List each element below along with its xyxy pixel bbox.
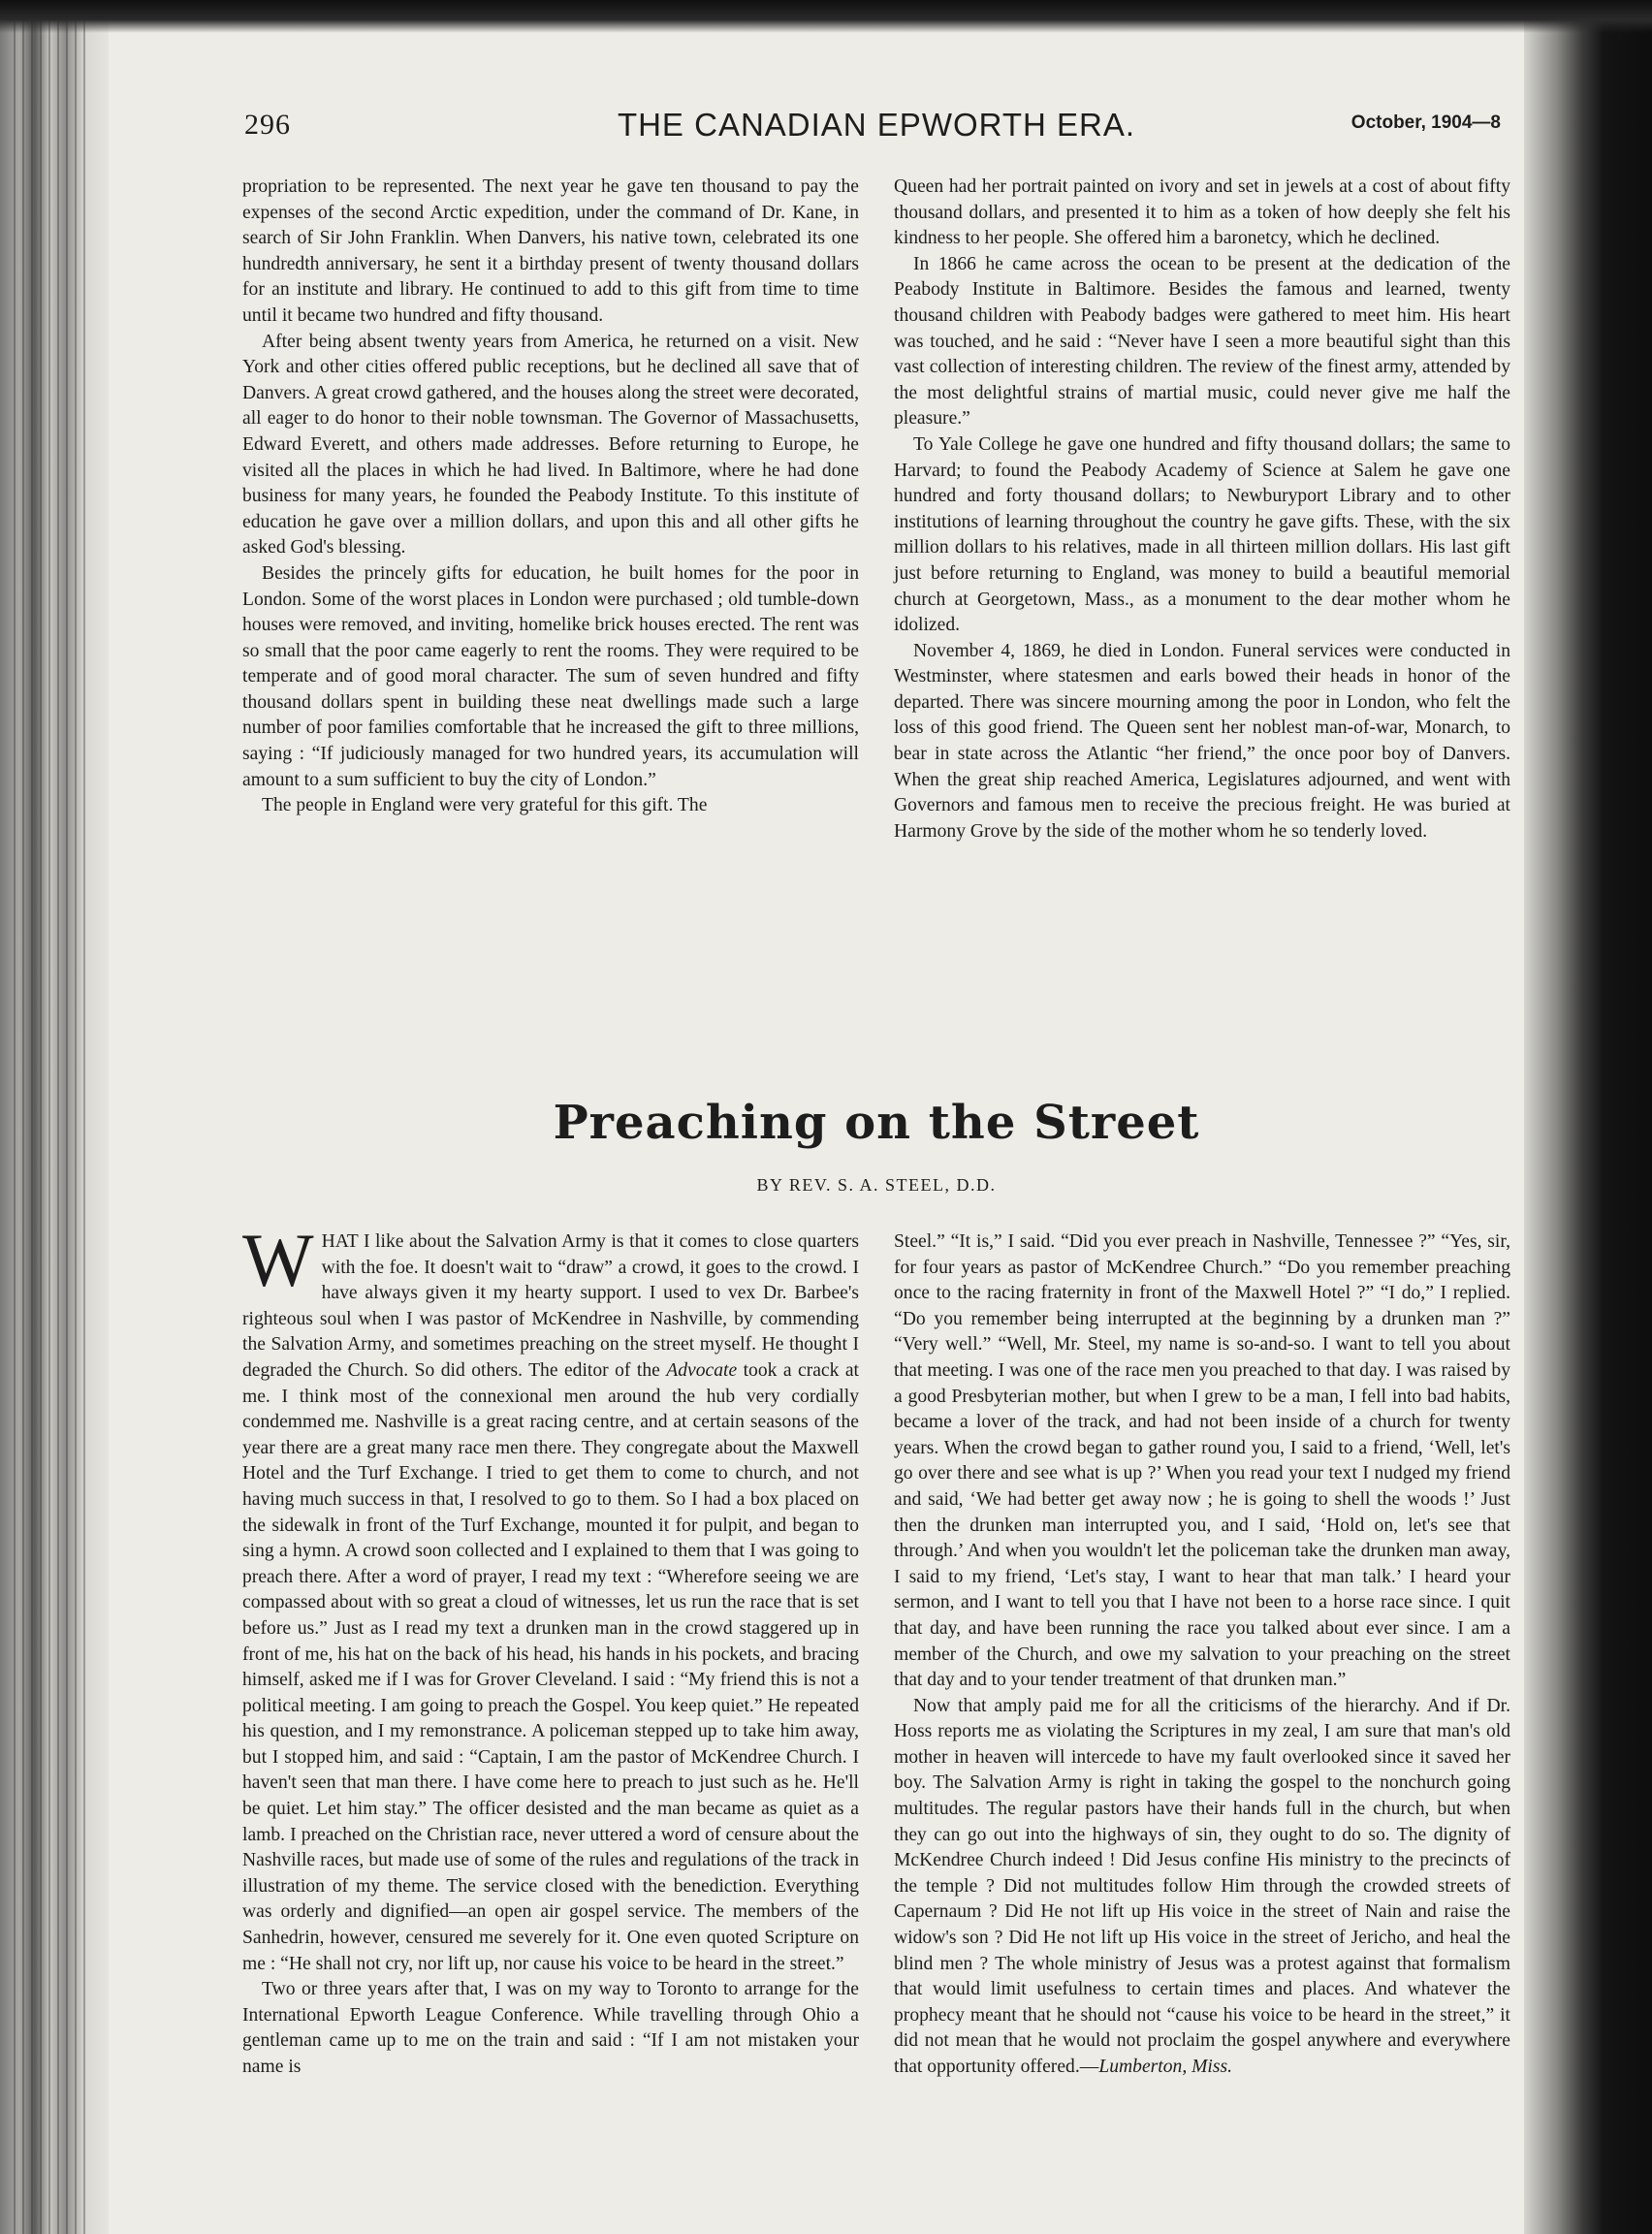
paragraph: Steel.” “It is,” I said. “Did you ever preach in Nashville, Tennessee ?” “Yes, sir, for four years as pastor of McKendree Church.” “Do you remember preaching once to the racing fraternity in front of the Maxwell Hotel ?” “I do,” I replied. “Do you remember being interrupted at the beginning by a drunken man ?” “Very well.” “Well, Mr. Steel, my name is so-and-so. I want to tell you about that meeting. I was one of the race men you preached to that day. I was raised by a good Presbyterian mother, but when I grew to be a man, I fell into bad habits, became a lover of the track, and had not been inside of a church for twenty years. When the crowd began to gather round you, I said to a friend, ‘Well, let's go over there and see what is up ?’ When you read your text I nudged my friend and said, ‘We had better get away now ; he is going to shell the woods !’ Just then the drunken man interrupted you, and I said, ‘Hold on, let's see that through.’ And when you wouldn't let the policeman take the drunken man away, I said to my friend, ‘Let's stay, I want to hear that man talk.’ I heard your sermon, and I want to tell you that I have not been to a horse race since. I quit that day, and have been running the race you talked about ever since. I am a member of the Church, and owe my salvation to your preaching on the street that day and to your tender treatment of that drunken man.”: [894, 1231, 1510, 1691]
article-columns: [242, 1218, 1510, 2081]
paragraph-text: took a crack at me. I think most of the connexional men around the hub very cordially condemmed me. Nashville is a great racing centre, and at certain seasons of the year there are a great many race men there. They congregate about the Maxwell Hotel and the Turf Exchange. I tried to get them to come to church, and not having much success in that, I resolved to go to them. So I had a box placed on the sidewalk in front of the Turf Exchange, mounted it for pulpit, and began to sing a hymn. A crowd soon collected and I explained to them that I was going to preach there. After a word of prayer, I read my text : “Wherefore seeing we are compassed about with so great a cloud of witnesses, let us run the race that is set before us.” Just as I read my text a drunken man in the crowd staggered up in front of me, his hat on the back of his head, his hands in his pockets, and bracing himself, asked me if I was for Grover Cleveland. I said : “My friend this is not a political meeting. I am going to preach the Gospel. You keep quiet.” He repeated his question, and I my remonstrance. A policeman stepped up to take him away, but I stopped him, and said : “Captain, I am the pastor of McKendree Church. I haven't seen that man there. I have come here to preach to just such as he. He'll be quiet. Let him stay.” The officer desisted and the man became as quiet as a lamb. I preached on the Christian race, never uttered a word of censure about the Nashville races, but made use of some of the rules and regulations of the track in illustration of my theme. The service closed with the benediction. Everything was orderly and dignified—an open air gospel service. The members of the Sanhedrin, however, censured me severely for it. One even quoted Scripture on me : “He shall not cry, nor lift up, nor cause his voice to be heard in the street.”: [242, 1359, 859, 1974]
paragraph: November 4, 1869, he died in London. Funeral services were conducted in Westminster, where statesmen and earls bowed their heads in honor of the departed. There was sincere mourning among the poor in London, who felt the loss of this good friend. The Queen sent her noblest man-of-war, Monarch, to bear in state across the Atlantic “her friend,” the once poor boy of Danvers. When the great ship reached America, Legislatures adjourned, and went with Governors and famous men to receive the precious freight. He was buried at Harmony Grove by the side of the mother whom he so tenderly loved.: [894, 640, 1510, 842]
top-right-column: [894, 175, 1510, 845]
opening-paragraph: [242, 1218, 859, 1977]
paragraph: In 1866 he came across the ocean to be present at the dedication of the Peabody Institute in Baltimore. Besides the famous and learned, twenty thousand children with Peabody badges were gathered to meet him. His heart was touched, and he said : “Never have I seen a more beautiful sight than this vast collection of interesting children. The review of the finest army, attended by the most delightful strains of martial music, could never give me half the pleasure.”: [894, 253, 1510, 430]
journal-title: THE CANADIAN EPWORTH ERA.: [617, 107, 1136, 143]
book-binding-edge: [0, 0, 109, 2234]
paragraph: Queen had her portrait painted on ivory and set in jewels at a cost of about fifty thousand dollars, and presented it to him as a token of how deeply she felt his kindness to her people. She offered him a baronetcy, which he declined.: [894, 176, 1510, 249]
dateline: Lumberton, Miss.: [1098, 2057, 1233, 2077]
page-right-edge: [1524, 0, 1652, 2234]
paragraph: Besides the princely gifts for education, he built homes for the poor in London. Some of the worst places in London were purchased ; old tumble-down houses were removed, and inviting, homelike brick houses erected. The rent was so small that the poor came eagerly to rent the rooms. They were required to be temperate and of good moral character. The sum of seven hundred and fifty thousand dollars spent in building these neat dwellings made such a large number of poor families comfortable that he increased the gift to three millions, saying : “If judiciously managed for two hundred years, its accumulation will amount to a sum sufficient to buy the city of London.”: [242, 562, 859, 790]
italic-publication-name: Advocate: [666, 1359, 738, 1381]
binding-shadow-lines: [14, 0, 91, 2234]
article-title: Preaching on the Street: [553, 1096, 1200, 1150]
running-head: [242, 105, 1510, 153]
drop-cap: W: [242, 1218, 314, 1302]
paragraph: To Yale College he gave one hundred and fifty thousand dollars; the same to Harvard; to found the Peabody Academy of Science at Salem he gave one hundred and forty thousand dollars; to Newburyport Library and to other institutions of learning throughout the country he gave gifts. These, with the six million dollars to his relatives, made in all thirteen million dollars. His last gift just before returning to England, was money to build a beautiful memorial church at Georgetown, Mass., as a monument to the dear mother whom he idolized.: [894, 433, 1510, 636]
paragraph: Two or three years after that, I was on my way to Toronto to arrange for the International Epworth League Conference. While travelling through Ohio a gentleman came up to me on the train and said : “If I am not mistaken your name is: [242, 1979, 859, 2077]
page-content: [242, 105, 1510, 2209]
paragraph-text: Now that amply paid me for all the criticisms of the hierarchy. And if Dr. Hoss reports me as violating the Scriptures in my zeal, I am sure that man's old mother in heaven will intercede to have my fault overlooked since it saved her boy. The Salvation Army is right in taking the gospel to the nonchurch going multitudes. The regular pastors have their hands full in the church, but when they can go out into the highways of sin, they ought to do so. The dignity of McKendree Church indeed ! Did Jesus confine His ministry to the precincts of the temple ? Did not multitudes follow Him through the crowded streets of Capernaum ? Did He not lift up His voice in the street of Nain and raise the widow's son ? Did He not lift up His voice in the street of Jericho, and heal the blind men ? The whole ministry of Jesus was a protest against that formalism that would limit usefulness to certain times and places. And whatever the prophecy meant that he should not “cause his voice to be heard in the street,” it did not mean that he would not proclaim the gospel anywhere and everywhere that opportunity offered.—: [894, 1695, 1510, 2077]
closing-paragraph: [894, 1694, 1510, 2081]
page-top-edge: [0, 0, 1652, 33]
issue-date: October, 1904—8: [1350, 112, 1501, 133]
page-number: 296: [244, 109, 291, 141]
article-right-column: [894, 1229, 1510, 2081]
top-left-column: [242, 175, 859, 845]
article-byline: BY REV. S. A. STEEL, D.D.: [756, 1175, 997, 1195]
paragraph: After being absent twenty years from America, he returned on a visit. New York and other cities offered public receptions, but he declined all save that of Danvers. A great crowd gathered, and the houses along the street were decorated, all eager to do honor to their noble townsman. The Governor of Massachusetts, Edward Everett, and others made addresses. Before returning to Europe, he visited all the places in which he had lived. In Baltimore, where he had done business for many years, he founded the Peabody Institute. To this institute of education he gave over a million dollars, and upon this and all other gifts he asked God's blessing.: [242, 331, 860, 558]
paragraph-text: HAT I like about the Salvation Army is that it comes to close quarters with the foe. It doesn't wait to “draw” a crowd, it goes to the crowd. I have always given it my hearty support. I used to vex Dr. Barbee's righteous soul when I was pastor of McKendree in Nashville, by commending the Salvation Army, and sometimes preaching on the street myself. He thought I degraded the Church. So did others. The editor of the: [242, 1231, 859, 1381]
paragraph: propriation to be represented. The next year he gave ten thousand to pay the expenses of the second Arctic expedition, under the command of Dr. Kane, in search of Sir John Franklin. When Danvers, his native town, celebrated its one hundredth anniversary, he sent it a birthday present of twenty thousand dollars for an institute and library. He continued to add to this gift from time to time until it became two hundred and fifty thousand.: [242, 176, 859, 326]
paragraph: The people in England were very grateful for this gift. The: [262, 795, 708, 816]
article-left-column: [242, 1218, 859, 2081]
continued-article-columns: [242, 175, 1510, 845]
